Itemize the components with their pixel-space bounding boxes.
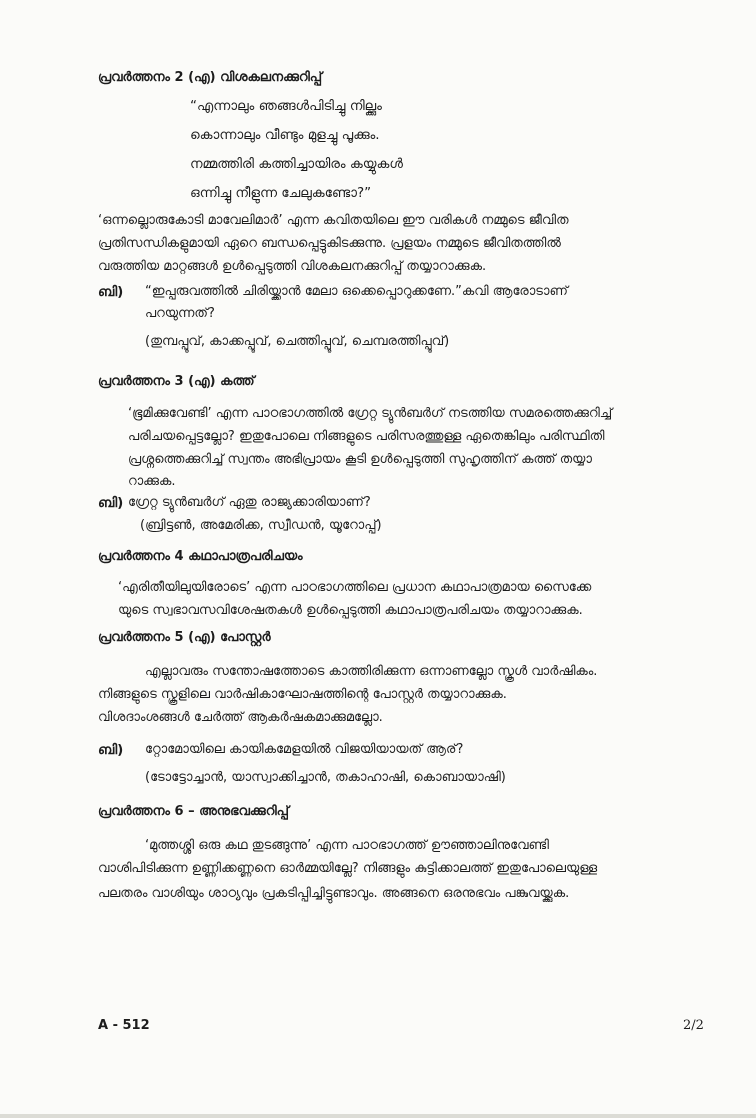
paragraph-line: പ്രശ്നത്തെക്കുറിച്ച് സ്വന്തം അഭിപ്രായം കൂടി ഉൾപ്പെടുത്തി സുഹൃത്തിന് കത്ത് തയ്യാ <box>128 452 592 467</box>
sub-question-text: ഗ്രേറ്റ ട്യുൻബർഗ് ഏതു രാജ്യക്കാരിയാണ്? <box>128 495 371 510</box>
sub-question-text: പറയുന്നത്? <box>145 306 215 321</box>
paragraph-line: റാക്കുക. <box>128 474 176 489</box>
paragraph-line: വിശദാംശങ്ങൾ ചേർത്ത് ആകർഷകമാക്കുമല്ലോ. <box>98 710 383 725</box>
poem-line: “എന്നാലും ഞങ്ങൾപിടിച്ചു നില്ക്കും <box>190 98 382 114</box>
paragraph-line: പ്രതിസന്ധികളുമായി ഏറെ ബന്ധപ്പെട്ടുകിടക്കുന്നു. പ്രളയം നമ്മുടെ ജീവിതത്തിൽ <box>98 236 561 251</box>
paragraph-line: ‘ഭൂമിക്കുവേണ്ടി’ എന്ന പാഠഭാഗത്തിൽ ഗ്രേറ്റ ട്യുൻബർഗ് നടത്തിയ സമരത്തെക്കുറിച്ച് <box>128 406 613 421</box>
sub-question-label: ബി) <box>98 495 124 511</box>
sub-question-text: “ഇപ്പരുവത്തിൽ ചിരിയ്ക്കാൻ മേലാ ഒക്കെപ്പൊറുക്കണേ.”കവി ആരോടാണ് <box>145 284 568 299</box>
activity-6-heading: പ്രവർത്തനം 6 – അനുഭവക്കുറിപ്പ് <box>98 804 289 819</box>
poem-line: കൊന്നാലും വീണ്ടും മുളച്ചു പൂക്കും. <box>190 127 380 143</box>
activity-4-heading: പ്രവർത്തനം 4 കഥാപാത്രപരിചയം <box>98 549 303 564</box>
paragraph-line: എല്ലാവരും സന്തോഷത്തോടെ കാത്തിരിക്കുന്ന ഒന്നാണല്ലോ സ്കൂൾ വാർഷികം. <box>145 664 598 679</box>
sub-question-text: റ്റോമോയിലെ കായികമേളയിൽ വിജയിയായത് ആര്? <box>145 742 464 757</box>
paragraph-line: നിങ്ങളുടെ സ്കൂളിലെ വാർഷികാഘോഷത്തിന്റെ പോസ്റ്റർ തയ്യാറാക്കുക. <box>98 687 507 702</box>
question-paper-code: A - 512 <box>98 1018 150 1033</box>
answer-options: (ബ്രിട്ടൺ, അമേരിക്ക, സ്വീഡൻ, യൂറോപ്പ്) <box>140 518 382 533</box>
paragraph-line: ‘എരിതീയിലുയിരോടെ’ എന്ന പാഠഭാഗത്തിലെ പ്രധാന കഥാപാത്രമായ സൈക്കേ <box>118 580 592 595</box>
paragraph-line: പലതരം വാശിയും ശാഠ്യവും പ്രകടിപ്പിച്ചിട്ടുണ്ടാവും. അങ്ങനെ ഒരനുഭവം പങ്കുവയ്ക്കുക. <box>98 886 570 901</box>
paragraph-line: യുടെ സ്വഭാവസവിശേഷതകൾ ഉൾപ്പെടുത്തി കഥാപാത്രപരിചയം തയ്യാറാക്കുക. <box>118 603 583 618</box>
answer-options: (ടോട്ടോച്ചാൻ, യാസ്വാക്കിച്ചാൻ, തകാഹാഷി, കൊബായാഷി) <box>145 770 506 785</box>
activity-5-heading: പ്രവർത്തനം 5 (എ) പോസ്റ്റർ <box>98 630 271 645</box>
sub-question-label: ബി) <box>98 284 124 300</box>
paragraph-line: പരിചയപ്പെട്ടല്ലോ? ഇതുപോലെ നിങ്ങളുടെ പരിസരത്തുള്ള ഏതെങ്കിലും പരിസ്ഥിതി <box>128 429 605 444</box>
answer-options: (തുമ്പപ്പൂവ്, കാക്കപ്പൂവ്, ചെത്തിപ്പൂവ്, ചെമ്പരത്തിപ്പൂവ്) <box>145 334 450 349</box>
paragraph-line: ‘മുത്തശ്ശി ഒരു കഥ തുടങ്ങുന്നു’ എന്ന പാഠഭാഗത്ത് ഊഞ്ഞാലിനുവേണ്ടി <box>145 838 549 853</box>
activity-3-heading: പ്രവർത്തനം 3 (എ) കത്ത് <box>98 374 255 389</box>
activity-2-heading: പ്രവർത്തനം 2 (എ) വിശകലനക്കുറിപ്പ് <box>98 70 323 85</box>
page-number: 2/2 <box>683 1018 704 1033</box>
paragraph-line: വരുത്തിയ മാറ്റങ്ങൾ ഉൾപ്പെടുത്തി വിശകലനക്കുറിപ്പ് തയ്യാറാക്കുക. <box>98 259 487 274</box>
sub-question-label: ബി) <box>98 742 124 758</box>
poem-line: നമ്മത്തിരി കത്തിച്ചായിരം കയ്യുകൾ <box>190 156 403 172</box>
scan-edge <box>0 1114 756 1118</box>
poem-line: ഒന്നിച്ചു നീളുന്ന ചേലുകണ്ടോ?” <box>190 185 372 201</box>
paragraph-line: ‘ഒന്നല്ലൊരുകോടി മാവേലിമാർ’ എന്ന കവിതയിലെ ഈ വരികൾ നമ്മുടെ ജീവിത <box>98 213 569 228</box>
paragraph-line: വാശിപിടിക്കുന്ന ഉണ്ണിക്കണ്ണനെ ഓർമ്മയില്ലേ? നിങ്ങളും കുട്ടിക്കാലത്ത് ഇതുപോലെയുള്ള <box>98 861 598 876</box>
